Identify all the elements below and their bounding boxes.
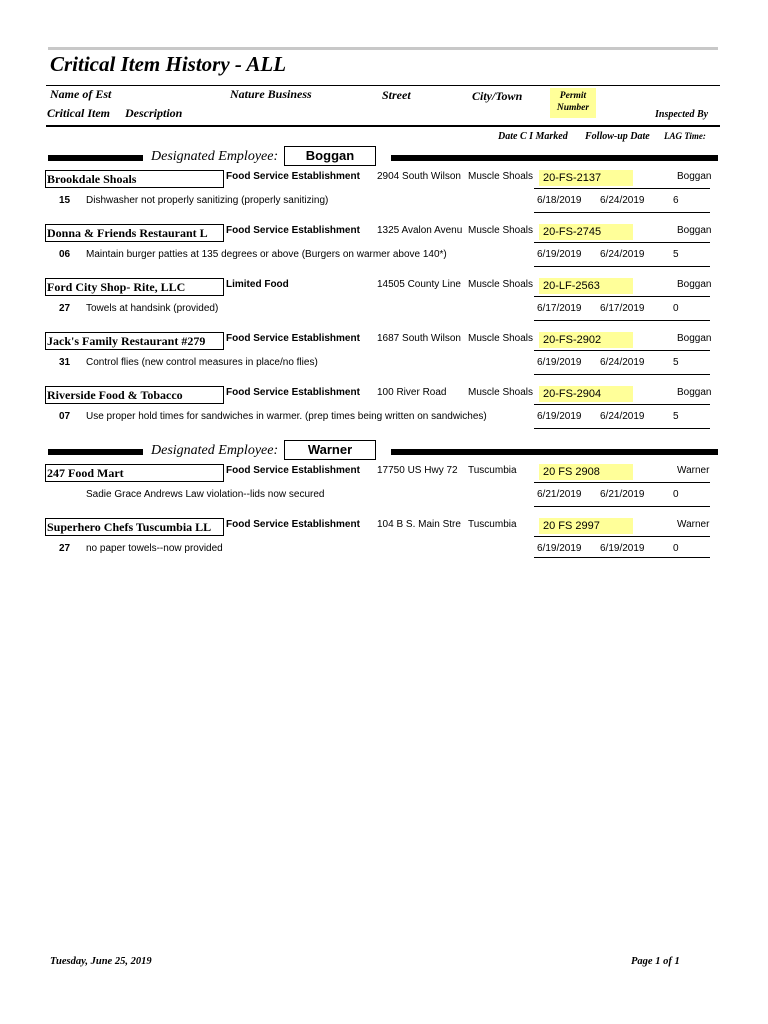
row-rule [534,557,710,558]
permit-number: 20-FS-2904 [539,386,633,402]
col-lag-time: LAG Time: [664,131,706,141]
permit-header-line2: Number [556,103,590,113]
employee-bar-right [391,155,718,161]
followup-date: 6/21/2019 [600,489,645,500]
permit-number: 20-FS-2902 [539,332,633,348]
top-rule [48,47,718,50]
item-description: Maintain burger patties at 135 degrees or above (Burgers on warmer above 140*) [86,249,447,260]
lag-time: 5 [673,411,679,422]
establishment-name: Ford City Shop- Rite, LLC [45,278,224,296]
inspector: Boggan [677,225,712,236]
city: Tuscumbia [468,465,517,476]
col-followup-date: Follow-up Date [585,131,650,142]
col-description: Description [125,106,183,120]
permit-number: 20-FS-2745 [539,224,633,240]
col-street: Street [382,88,411,102]
city: Muscle Shoals [468,225,534,236]
street: 17750 US Hwy 72 [377,465,458,476]
date-ci-marked: 6/19/2019 [537,249,582,260]
nature-business: Limited Food [226,279,289,290]
employee-name-box: Warner [284,440,376,460]
inspector: Boggan [677,171,712,182]
item-description: Sadie Grace Andrews Law violation--lids now secured [86,489,325,500]
date-ci-marked: 6/21/2019 [537,489,582,500]
establishment-name: Riverside Food & Tobacco [45,386,224,404]
nature-business: Food Service Establishment [226,387,360,398]
establishment-name: Superhero Chefs Tuscumbia LL [45,518,224,536]
inspector: Boggan [677,333,712,344]
lag-time: 0 [673,543,679,554]
footer-page-number: Page 1 of 1 [631,956,680,967]
nature-business: Food Service Establishment [226,171,360,182]
permit-number: 20-LF-2563 [539,278,633,294]
inspector: Boggan [677,279,712,290]
col-permit-number [550,88,596,118]
col-inspected-by: Inspected By [655,109,709,120]
row-rule [534,428,710,429]
row-rule [534,506,710,507]
row-rule [534,350,710,351]
street: 2904 South Wilson [377,171,461,182]
permit-number: 20-FS-2137 [539,170,633,186]
item-description: Control flies (new control measures in place/no flies) [86,357,318,368]
employee-bar-right [391,449,718,455]
row-rule [534,320,710,321]
row-rule [534,212,710,213]
permit-number: 20 FS 2997 [539,518,633,534]
row-rule [534,242,710,243]
inspector: Boggan [677,387,712,398]
col-critical-item: Critical Item [47,106,110,120]
city: Muscle Shoals [468,387,534,398]
followup-date: 6/24/2019 [600,411,645,422]
date-ci-marked: 6/19/2019 [537,357,582,368]
street: 104 B S. Main Stre [377,519,461,530]
followup-date: 6/19/2019 [600,543,645,554]
establishment-name: Jack's Family Restaurant #279 [45,332,224,350]
item-description: Towels at handsink (provided) [86,303,219,314]
street: 1687 South Wilson [377,333,461,344]
lag-time: 5 [673,249,679,260]
designated-employee-label: Designated Employee: [151,443,279,458]
lag-time: 5 [673,357,679,368]
lag-time: 0 [673,489,679,500]
designated-employee-label: Designated Employee: [151,149,279,164]
row-rule [534,482,710,483]
row-rule [534,188,710,189]
city: Tuscumbia [468,519,517,530]
footer-date: Tuesday, June 25, 2019 [50,956,152,967]
city: Muscle Shoals [468,279,534,290]
establishment-name: 247 Food Mart [45,464,224,482]
street: 100 River Road [377,387,447,398]
critical-item-code: 31 [59,357,71,368]
street: 1325 Avalon Avenu [377,225,463,236]
employee-bar-left [48,449,143,455]
item-description: no paper towels--now provided [86,543,223,554]
row-rule [534,536,710,537]
col-nature-business: Nature Business [230,87,312,101]
date-ci-marked: 6/19/2019 [537,411,582,422]
col-city-town: City/Town [472,89,523,103]
inspector: Warner [677,465,710,476]
establishment-name: Donna & Friends Restaurant L [45,224,224,242]
critical-item-code: 27 [59,543,71,554]
permit-header-line1: Permit [559,91,587,101]
establishment-name: Brookdale Shoals [45,170,224,188]
row-rule [534,266,710,267]
employee-name-box: Boggan [284,146,376,166]
employee-bar-left [48,155,143,161]
nature-business: Food Service Establishment [226,225,360,236]
city: Muscle Shoals [468,333,534,344]
nature-business: Food Service Establishment [226,519,360,530]
nature-business: Food Service Establishment [226,465,360,476]
col-name-of-est: Name of Est [50,87,112,101]
lag-time: 0 [673,303,679,314]
col-date-ci-marked: Date C I Marked [498,131,568,142]
report-title: Critical Item History - ALL [50,52,287,76]
critical-item-code: 06 [59,249,71,260]
item-description: Use proper hold times for sandwiches in warmer. (prep times being written on sandwiches) [86,411,487,422]
followup-date: 6/24/2019 [600,195,645,206]
followup-date: 6/17/2019 [600,303,645,314]
date-ci-marked: 6/17/2019 [537,303,582,314]
lag-time: 6 [673,195,679,206]
date-ci-marked: 6/18/2019 [537,195,582,206]
followup-date: 6/24/2019 [600,357,645,368]
row-rule [534,374,710,375]
inspector: Warner [677,519,710,530]
row-rule [534,296,710,297]
nature-business: Food Service Establishment [226,333,360,344]
city: Muscle Shoals [468,171,534,182]
date-ci-marked: 6/19/2019 [537,543,582,554]
critical-item-code: 15 [59,195,71,206]
critical-item-code: 27 [59,303,71,314]
item-description: Dishwasher not properly sanitizing (properly sanitizing) [86,195,329,206]
permit-number: 20 FS 2908 [539,464,633,480]
row-rule [534,404,710,405]
followup-date: 6/24/2019 [600,249,645,260]
header-rule-bottom [46,125,720,127]
street: 14505 County Line [377,279,461,290]
critical-item-code: 07 [59,411,71,422]
header-rule-top [46,85,720,86]
